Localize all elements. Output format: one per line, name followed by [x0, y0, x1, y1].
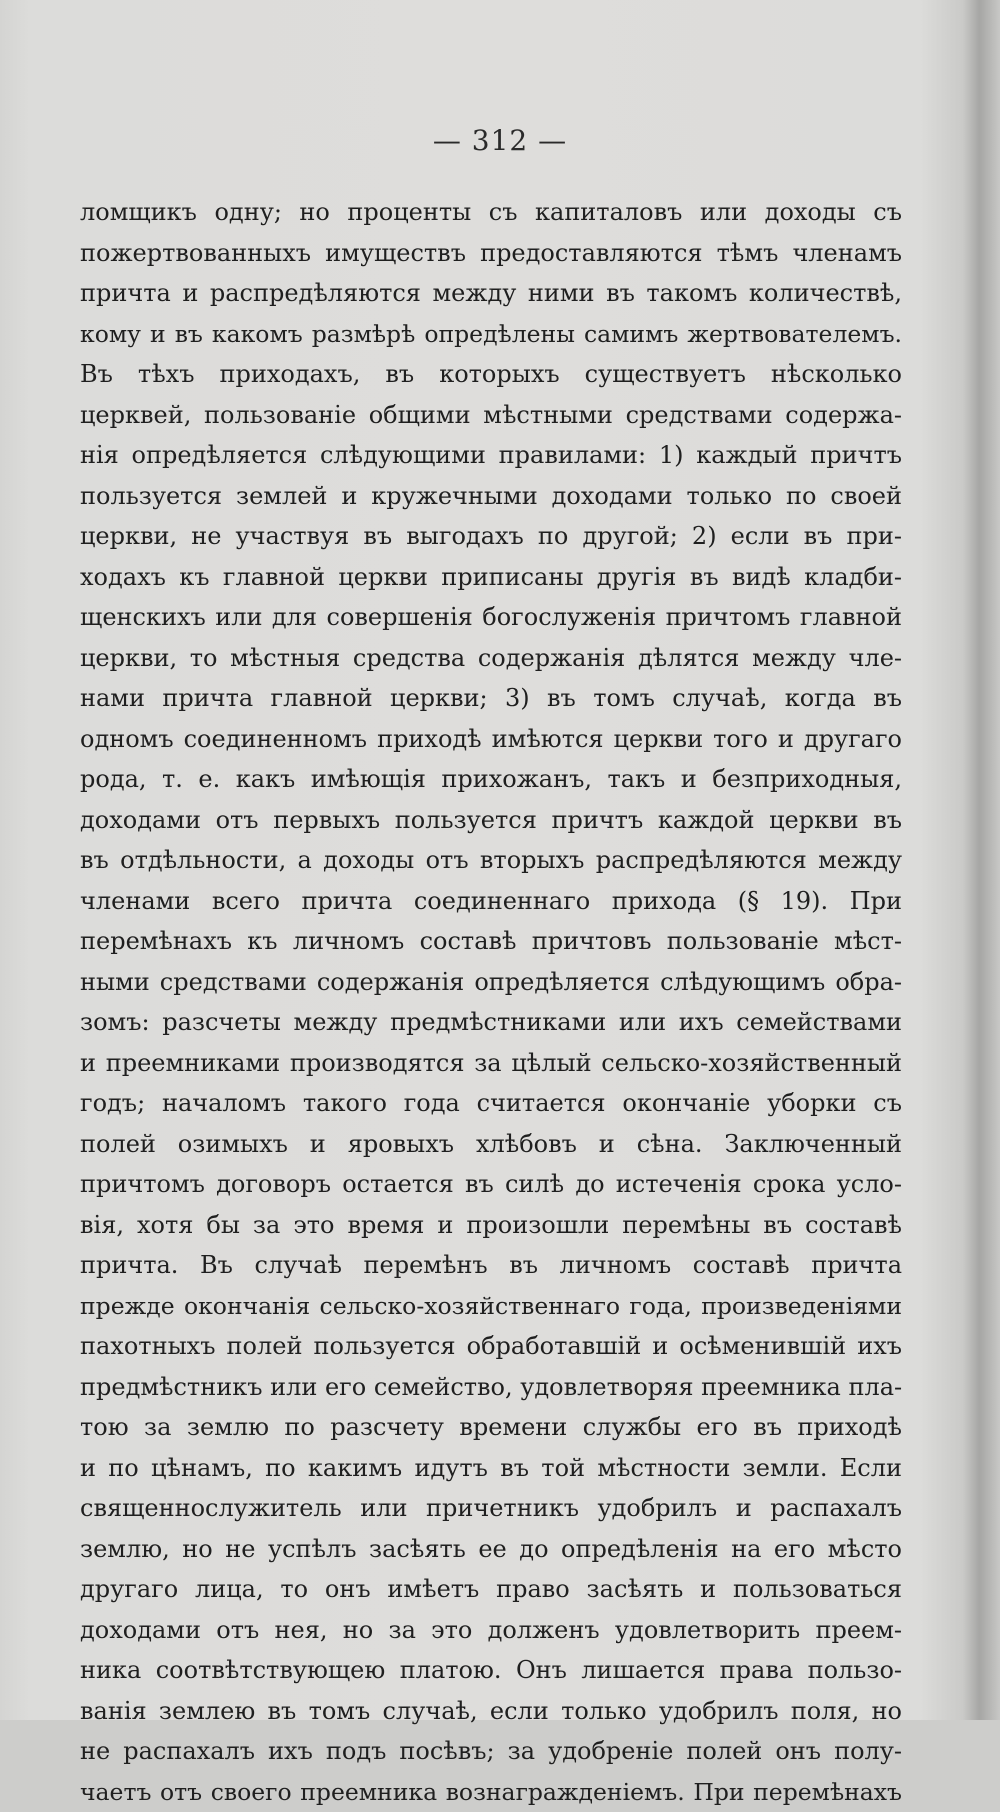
text-line: ными средствами содержанія опредѣляется слѣдующимъ обра-: [80, 962, 902, 1003]
text-line: вія, хотя бы за это время и произошли перемѣны въ составѣ: [80, 1205, 902, 1246]
text-line: причта. Въ случаѣ перемѣнъ въ личномъ составѣ причта: [80, 1245, 902, 1286]
text-line: пользуется землей и кружечными доходами только по своей: [80, 476, 902, 517]
page-number: — 312 —: [0, 124, 1000, 157]
text-line: доходами отъ нея, но за это долженъ удовлетворить преем-: [80, 1610, 902, 1651]
text-line: предмѣстникъ или его семейство, удовлетворяя преемника пла-: [80, 1367, 902, 1408]
text-line: церкви, то мѣстныя средства содержанія дѣлятся между чле-: [80, 638, 902, 679]
text-line: полей озимыхъ и яровыхъ хлѣбовъ и сѣна. Заключенный: [80, 1124, 902, 1165]
text-line: пахотныхъ полей пользуется обработавшій и осѣменившій ихъ: [80, 1326, 902, 1367]
text-line: землю, но не успѣлъ засѣять ее до опредѣленія на его мѣсто: [80, 1529, 902, 1570]
text-line: доходами отъ первыхъ пользуется причтъ каждой церкви въ: [80, 800, 902, 841]
text-line: другаго лица, то онъ имѣетъ право засѣять и пользоваться: [80, 1569, 902, 1610]
text-line: ника соотвѣтствующею платою. Онъ лишается права пользо-: [80, 1650, 902, 1691]
text-line: и по цѣнамъ, по какимъ идутъ въ той мѣстности земли. Если: [80, 1448, 902, 1489]
text-line: нія опредѣляется слѣдующими правилами: 1) каждый причтъ: [80, 435, 902, 476]
text-line: ванія землею въ томъ случаѣ, если только удобрилъ поля, но: [80, 1691, 902, 1732]
spine-shadow: [962, 0, 1000, 1720]
text-line: кому и въ какомъ размѣрѣ опредѣлены самимъ жертвователемъ.: [80, 314, 902, 355]
text-line: Въ тѣхъ приходахъ, въ которыхъ существуетъ нѣсколько: [80, 354, 902, 395]
text-line: и преемниками производятся за цѣлый сельско-хозяйственный: [80, 1043, 902, 1084]
text-line: ходахъ къ главной церкви приписаны другія въ видѣ кладби-: [80, 557, 902, 598]
text-line: прежде окончанія сельско-хозяйственнаго года, произведеніями: [80, 1286, 902, 1327]
text-line: священнослужитель или причетникъ удобрилъ и распахалъ: [80, 1488, 902, 1529]
text-line: нами причта главной церкви; 3) въ томъ случаѣ, когда въ: [80, 678, 902, 719]
text-line: одномъ соединенномъ приходѣ имѣются церкви того и другаго: [80, 719, 902, 760]
text-line: не распахалъ ихъ подъ посѣвъ; за удобреніе полей онъ полу-: [80, 1731, 902, 1772]
text-line: чаетъ отъ своего преемника вознагражденіемъ. При перемѣнахъ: [80, 1772, 902, 1812]
text-line: церкви, не участвуя въ выгодахъ по другой; 2) если въ при-: [80, 516, 902, 557]
text-line: годъ; началомъ такого года считается окончаніе уборки съ: [80, 1083, 902, 1124]
text-line: ломщикъ одну; но проценты съ капиталовъ или доходы съ: [80, 192, 902, 233]
text-line: рода, т. е. какъ имѣющія прихожанъ, такъ и безприходныя,: [80, 759, 902, 800]
text-line: тою за землю по разсчету времени службы его въ приходѣ: [80, 1407, 902, 1448]
text-line: перемѣнахъ къ личномъ составѣ причтовъ пользованіе мѣст-: [80, 921, 902, 962]
text-line: въ отдѣльности, а доходы отъ вторыхъ распредѣляются между: [80, 840, 902, 881]
text-line: причтомъ договоръ остается въ силѣ до истеченія срока усло-: [80, 1164, 902, 1205]
text-line: членами всего причта соединеннаго прихода (§ 19). При: [80, 881, 902, 922]
body-text: [80, 192, 902, 1812]
text-line: зомъ: разсчеты между предмѣстниками или ихъ семействами: [80, 1002, 902, 1043]
text-line: церквей, пользованіе общими мѣстными средствами содержа-: [80, 395, 902, 436]
text-line: щенскихъ или для совершенія богослуженія причтомъ главной: [80, 597, 902, 638]
text-line: причта и распредѣляются между ними въ такомъ количествѣ,: [80, 273, 902, 314]
text-line: пожертвованныхъ имуществъ предоставляются тѣмъ членамъ: [80, 233, 902, 274]
